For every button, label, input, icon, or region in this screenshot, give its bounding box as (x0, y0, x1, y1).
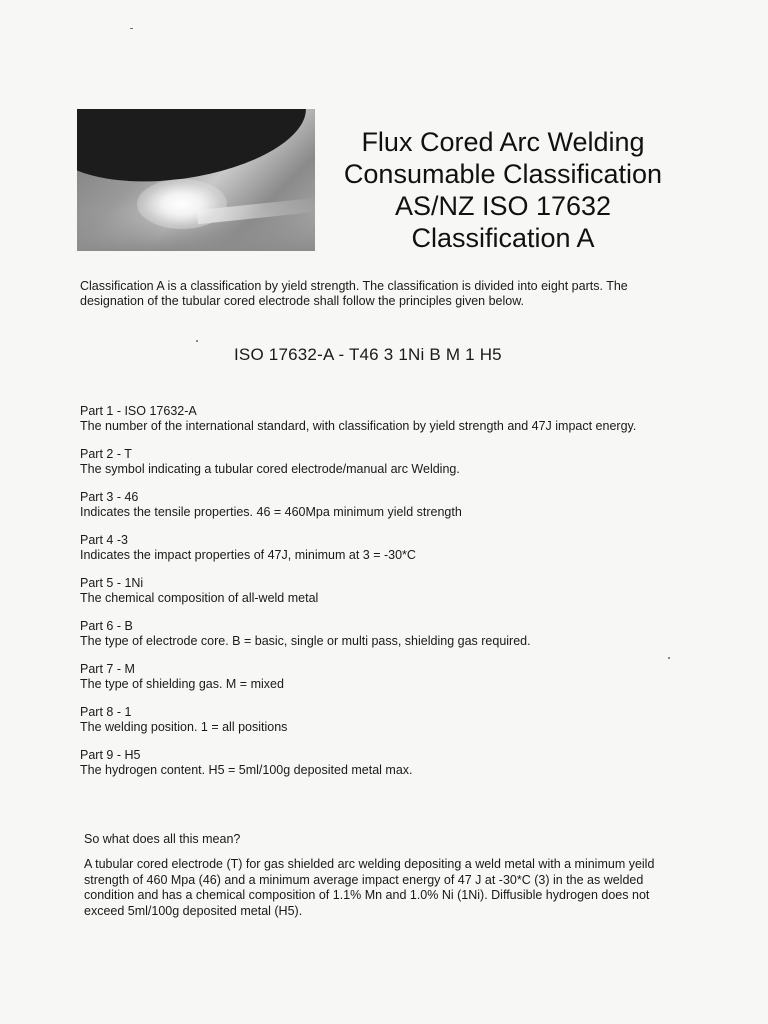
part-item (80, 662, 680, 692)
title-line-4: Classification A (411, 223, 595, 253)
title-line-1: Flux Cored Arc Welding (361, 127, 645, 157)
scan-speck (130, 28, 133, 29)
part-label: Part 1 - ISO 17632-A (80, 404, 197, 418)
part-label: Part 9 - H5 (80, 748, 141, 762)
part-description: The symbol indicating a tubular cored electrode/manual arc Welding. (80, 462, 460, 476)
part-item (80, 705, 680, 735)
part-description: The welding position. 1 = all positions (80, 720, 288, 734)
part-label: Part 2 - T (80, 447, 132, 461)
part-item (80, 748, 680, 778)
part-item (80, 447, 680, 477)
title-line-3: AS/NZ ISO 17632 (394, 191, 612, 221)
parts-list (80, 404, 680, 791)
question-heading: So what does all this mean? (84, 832, 241, 846)
part-description: Indicates the impact properties of 47J, minimum at 3 = -30*C (80, 548, 416, 562)
part-item (80, 576, 680, 606)
part-label: Part 5 - 1Ni (80, 576, 144, 590)
part-description: The chemical composition of all-weld metal (80, 591, 319, 605)
part-label: Part 4 -3 (80, 533, 128, 547)
part-description: The hydrogen content. H5 = 5ml/100g deposited metal max. (80, 763, 413, 777)
part-label: Part 6 - B (80, 619, 133, 633)
scan-speck (668, 657, 670, 659)
part-item (80, 404, 680, 434)
arc-glow-shape (137, 179, 227, 229)
part-description: The number of the international standard, with classification by yield strength and 47J impact energy. (80, 419, 637, 433)
intro-paragraph: Classification A is a classification by yield strength. The classification is divided into eight parts. The designation of the tubular cored electrode shall follow the principles given below. (80, 279, 628, 308)
part-label: Part 7 - M (80, 662, 135, 676)
part-description: Indicates the tensile properties. 46 = 460Mpa minimum yield strength (80, 505, 462, 519)
title-line-2: Consumable Classification (343, 159, 663, 189)
part-label: Part 8 - 1 (80, 705, 132, 719)
part-label: Part 3 - 46 (80, 490, 139, 504)
part-item (80, 533, 680, 563)
summary-paragraph: A tubular cored electrode (T) for gas shielded arc welding depositing a weld metal with a minimum yeild strength of 460 Mpa (46) and a minimum average impact energy of 47 J at -30*C (3) in the as welded condition and has a chemical composition of 1.1% Mn and 1.0% Ni (1Ni). Diffusible hydrogen does not exceed 5ml/100g deposited metal (H5). (84, 857, 655, 918)
part-item (80, 619, 680, 649)
part-description: The type of electrode core. B = basic, single or multi pass, shielding gas required. (80, 634, 531, 648)
welding-photo (77, 109, 315, 251)
part-description: The type of shielding gas. M = mixed (80, 677, 284, 691)
scan-speck (196, 340, 198, 342)
page-title (322, 126, 684, 254)
designation-code: ISO 17632-A - T46 3 1Ni B M 1 H5 (234, 345, 502, 364)
part-item (80, 490, 680, 520)
